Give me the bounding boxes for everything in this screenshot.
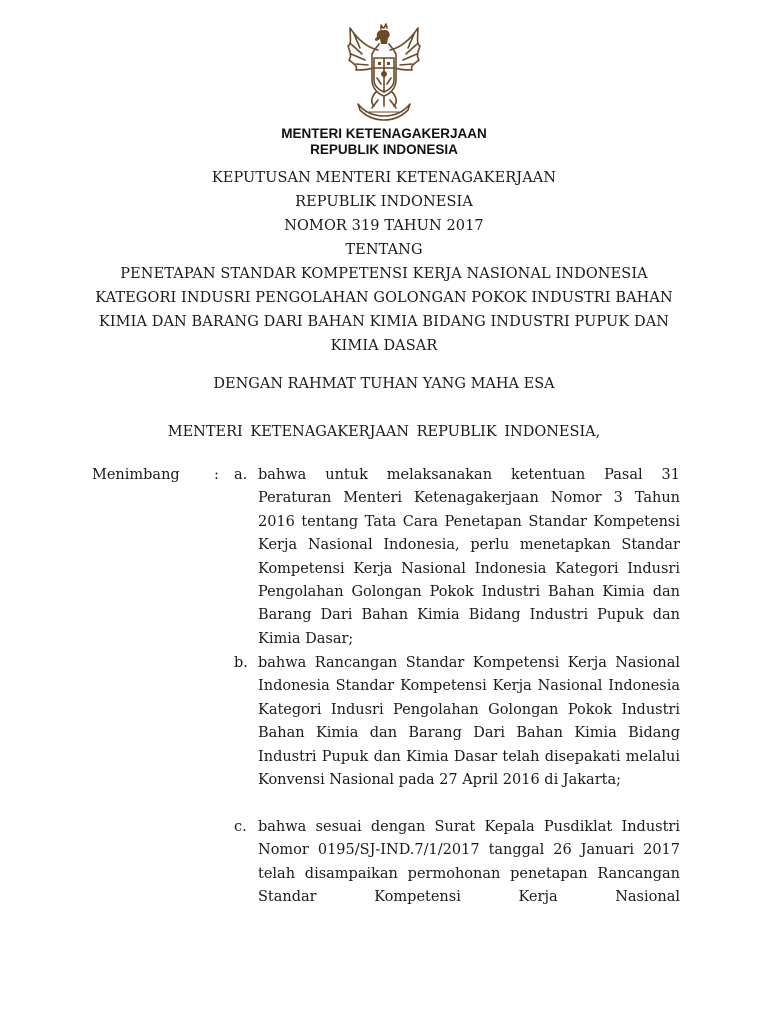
item-text: bahwa sesuai dengan Surat Kepala Pusdiklat Industri Nomor 0195/SJ-IND.7/1/2017 tanggal 26 Januari 2017 telah disampaikan permohonan penetapan Rancangan Standar Kompetensi Kerja Nasional [258, 819, 680, 906]
list-item [234, 464, 680, 651]
ministry-header [0, 126, 768, 158]
item-text: bahwa Rancangan Standar Kompetensi Kerja Nasional Indonesia Standar Kompetensi Kerja Nasional Indonesia Kategori Indusri Pengolahan Golongan Pokok Industri Bahan Kimia dan Barang Dari Bahan Kimia Bidang Industri Pupuk dan Kimia Dasar telah disepakati melalui Konvensi Nasional pada 27 April 2016 di Jakarta; [258, 655, 680, 789]
title-line-8: KIMIA DASAR [330, 338, 438, 354]
garuda-emblem-icon [332, 22, 436, 122]
item-letter: c. [234, 819, 247, 835]
menteri-line: MENTERI KETENAGAKERJAAN REPUBLIK INDONESIA, [167, 424, 601, 440]
item-letter: b. [234, 655, 248, 671]
decree-title [80, 166, 688, 358]
rahmat-line: DENGAN RAHMAT TUHAN YANG MAHA ESA [213, 376, 555, 392]
considering-label: Menimbang [92, 467, 180, 483]
ministry-country: REPUBLIK INDONESIA [310, 142, 458, 157]
item-letter: a. [234, 467, 248, 483]
title-line-2: REPUBLIK INDONESIA [295, 194, 473, 210]
list-item [234, 816, 680, 910]
list-item [234, 652, 680, 792]
title-line-1: KEPUTUSAN MENTERI KETENAGAKERJAAN [211, 170, 557, 186]
title-line-4: TENTANG [345, 242, 423, 258]
title-line-3: NOMOR 319 TAHUN 2017 [284, 218, 484, 234]
item-text: bahwa untuk melaksanakan ketentuan Pasal 31 Peraturan Menteri Ketenagakerjaan Nomor 3 Tahun 2016 tentang Tata Cara Penetapan Standar Kompetensi Kerja Nasional Indonesia, perlu menetapkan Standar Kompetensi Kerja Nasional Indonesia Kategori Indusri Pengolahan Golongan Pokok Industri Bahan Kimia dan Barang Dari Bahan Kimia Bidang Industri Pupuk dan Kimia Dasar; [258, 467, 680, 647]
title-line-5: PENETAPAN STANDAR KOMPETENSI KERJA NASIONAL INDONESIA [120, 266, 648, 282]
title-line-7: KIMIA DAN BARANG DARI BAHAN KIMIA BIDANG INDUSTRI PUPUK DAN [98, 314, 670, 330]
title-line-6: KATEGORI INDUSRI PENGOLAHAN GOLONGAN POKOK INDUSTRI BAHAN [95, 290, 673, 306]
ministry-name: MENTERI KETENAGAKERJAAN [281, 126, 487, 141]
considering-colon: : [214, 467, 219, 483]
